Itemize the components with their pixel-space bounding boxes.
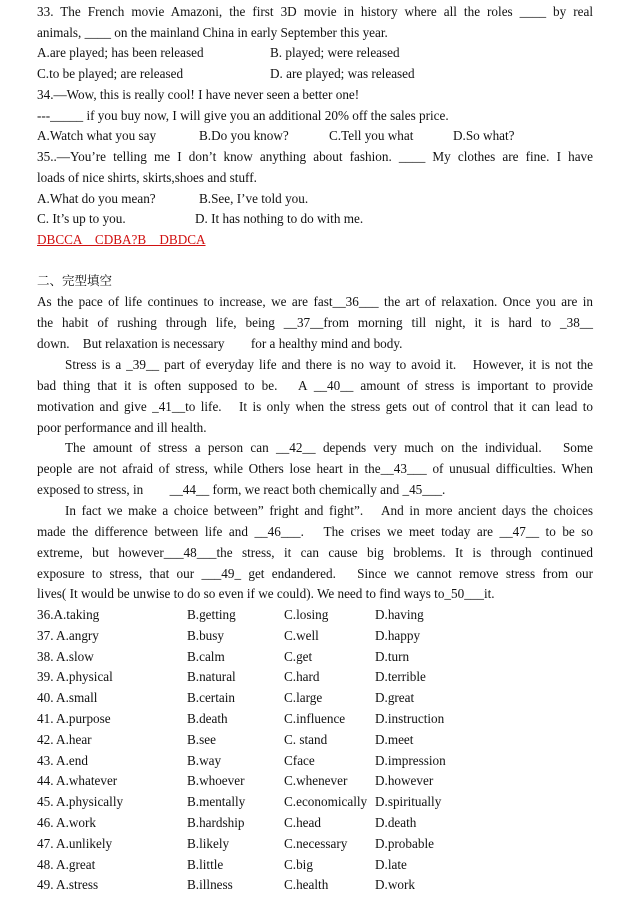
option-d: D.impression <box>375 752 446 768</box>
option-b: B.illness <box>187 877 233 893</box>
option-d: D.probable <box>375 835 434 851</box>
option-c: C.influence <box>284 711 346 726</box>
question-34-line-1: 34.—Wow, this is really cool! I have never seen a better one! <box>37 87 360 102</box>
question-33-option-b: B. played; were released <box>270 45 400 60</box>
option-d: D.terrible <box>375 669 426 685</box>
option-a: 42. A.hear <box>37 731 92 747</box>
option-b: B.death <box>187 711 228 726</box>
option-a: 49. A.stress <box>37 877 99 893</box>
question-35-line-2: loads of nice shirts, skirts,shoes and stuff. <box>37 170 257 185</box>
option-d: D.instruction <box>375 711 445 726</box>
passage-line: exposed to stress, in __44__ form, we react both chemically and _45___. <box>37 482 446 497</box>
option-a: 41. A.purpose <box>37 711 111 726</box>
answer-key-text: DBCCA CDBA?B DBDCA <box>37 232 206 247</box>
question-35-option-c: C. It’s up to you. <box>37 211 126 226</box>
option-d: D.however <box>375 773 434 789</box>
question-34-option-b: B.Do you know? <box>199 128 289 143</box>
option-a: 43. A.end <box>37 752 88 768</box>
passage-line: bad thing that it is often supposed to be. A __40__ amount of stress is important to provide <box>37 378 593 393</box>
passage-line: extreme, but however___48___the stress, it can cause big broblems. It is through continued <box>37 545 593 560</box>
question-33-option-a: A.are played; has been released <box>37 45 204 60</box>
question-34-option-c: C.Tell you what <box>329 128 414 143</box>
question-34-option-d: D.So what? <box>453 128 515 143</box>
option-d: D.death <box>375 815 417 830</box>
section-title: 二、完型填空 <box>37 273 113 288</box>
option-c: Cface <box>284 752 315 768</box>
option-c: C.large <box>284 690 323 706</box>
question-33-line-2: animals, ____ on the mainland China in early September this year. <box>37 25 388 40</box>
passage-line: Stress is a _39__ part of everyday life and there is no way to avoid it. However, it is not the <box>65 357 593 372</box>
question-33-line-1: 33. The French movie Amazoni, the first 3D movie in history where all the roles ____ by real <box>37 4 593 19</box>
question-33-option-c: C.to be played; are released <box>37 66 184 81</box>
option-b: B.busy <box>187 627 225 643</box>
option-a: 37. A.angry <box>37 627 99 643</box>
option-c: C.health <box>284 877 329 893</box>
passage-line: poor performance and ill health. <box>37 420 207 435</box>
passage-line: down. But relaxation is necessary for a healthy mind and body. <box>37 336 403 351</box>
option-c: C.necessary <box>284 835 348 851</box>
passage-line: lives( It would be unwise to do so even if we could). We need to find ways to_50___it. <box>37 586 495 601</box>
option-d: D.great <box>375 690 415 706</box>
question-33-option-d: D. are played; was released <box>270 66 415 81</box>
question-35-line-1: 35..—You’re telling me I don’t know anything about fashion. ____ My clothes are fine. I have <box>37 149 593 164</box>
option-b: B.likely <box>187 835 230 851</box>
option-b: B.hardship <box>187 815 245 830</box>
option-a: 46. A.work <box>37 815 96 830</box>
option-a: 47. A.unlikely <box>37 835 113 851</box>
passage-line: made the difference between life and __46___. The crises we meet today are __47__ to be so <box>37 524 593 539</box>
option-c: C.losing <box>284 607 329 622</box>
question-35-option-b: B.See, I’ve told you. <box>199 191 309 206</box>
option-b: B.whoever <box>187 773 245 789</box>
passage-line: motivation and give _41__to life. It is only when the stress gets out of control that it can lead to <box>37 399 593 414</box>
option-c: C.hard <box>284 669 320 685</box>
passage-line: In fact we make a choice between” fright and fight”. And in more ancient days the choices <box>65 503 593 518</box>
answer-key <box>37 231 593 248</box>
question-34-option-a: A.Watch what you say <box>37 128 157 143</box>
option-d: D.late <box>375 856 407 872</box>
option-c: C.economically <box>284 794 368 810</box>
option-c: C.big <box>284 856 313 872</box>
option-c: C.well <box>284 627 319 643</box>
option-a: 48. A.great <box>37 856 96 872</box>
passage-line: As the pace of life continues to increase, we are fast__36___ the art of relaxation. Once you are in <box>37 294 593 309</box>
option-b: B.way <box>187 752 222 768</box>
option-c: C.head <box>284 815 321 830</box>
option-a: 38. A.slow <box>37 648 94 664</box>
option-a: 44. A.whatever <box>37 773 118 789</box>
option-d: D.turn <box>375 648 410 664</box>
option-d: D.happy <box>375 627 421 643</box>
option-b: B.mentally <box>187 794 246 810</box>
option-a: 39. A.physical <box>37 669 113 685</box>
option-b: B.calm <box>187 648 225 664</box>
option-a: 45. A.physically <box>37 794 124 810</box>
option-d: D.work <box>375 877 415 893</box>
option-d: D.meet <box>375 731 414 747</box>
option-c: C. stand <box>284 731 328 747</box>
question-34-line-2: ---_____ if you buy now, I will give you an additional 20% off the sales price. <box>37 108 449 123</box>
passage-line: The amount of stress a person can __42__ depends very much on the individual. Some <box>65 440 593 455</box>
option-c: C.whenever <box>284 773 348 789</box>
option-b: B.see <box>187 731 216 747</box>
question-35-option-d: D. It has nothing to do with me. <box>195 211 364 226</box>
option-d: D.spiritually <box>375 794 442 810</box>
option-d: D.having <box>375 607 424 622</box>
option-b: B.natural <box>187 669 236 685</box>
passage-line: people are not afraid of stress, while Others lose heart in the__43___ of unusual difficulties. When <box>37 461 593 476</box>
option-c: C.get <box>284 648 313 664</box>
option-b: B.certain <box>187 690 235 706</box>
option-b: B.little <box>187 856 224 872</box>
passage-line: exposure to stress, that our ___49_ get endandered. Since we cannot remove stress from our <box>37 566 593 581</box>
question-35-option-a: A.What do you mean? <box>37 191 156 206</box>
option-b: B.getting <box>187 607 236 622</box>
passage-line: the habit of rushing through life, being __37__from morning till night, it is hard to _38__ <box>37 315 593 330</box>
option-a: 36.A.taking <box>37 607 100 622</box>
option-a: 40. A.small <box>37 690 98 706</box>
